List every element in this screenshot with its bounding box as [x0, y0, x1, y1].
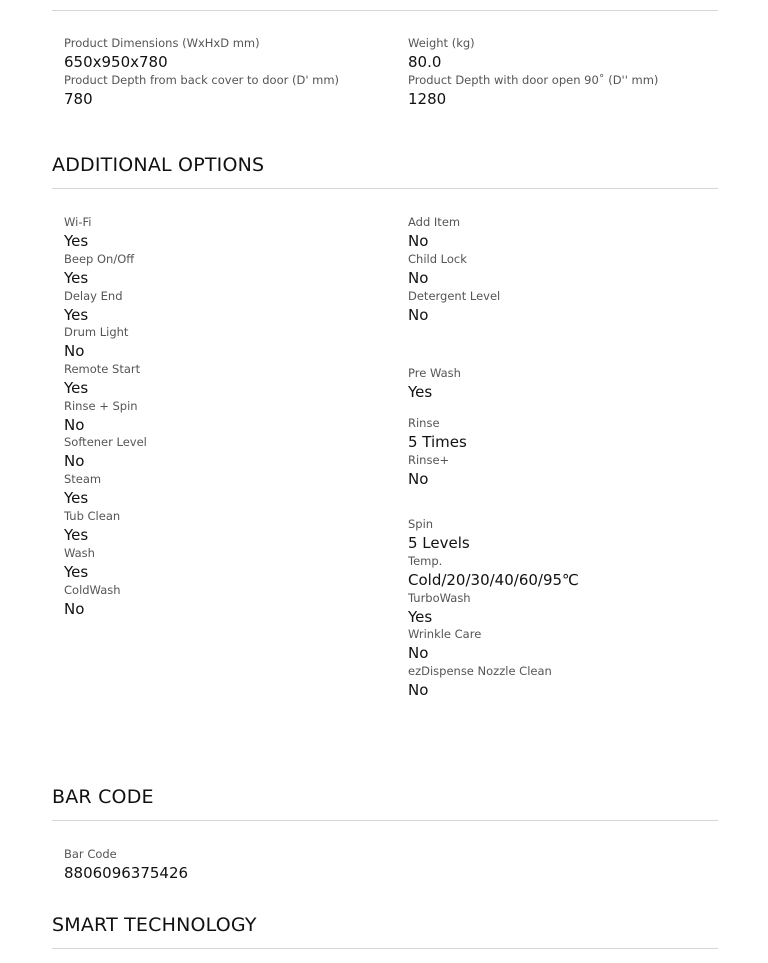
spec-value: 1280 [408, 90, 447, 108]
spec-value: 5 Times [408, 433, 467, 451]
spec-value: Yes [408, 383, 433, 401]
spec-value: No [408, 681, 429, 699]
spec-value: Yes [64, 526, 89, 544]
spec-label: Detergent Level [408, 289, 501, 303]
spec-value: Yes [64, 379, 89, 397]
section-title-bar-code: BAR CODE [52, 786, 154, 808]
spec-value: Yes [64, 269, 89, 287]
spec-value: No [64, 452, 85, 470]
spec-value: No [408, 470, 429, 488]
spec-value: No [408, 644, 429, 662]
section-title-additional-options: ADDITIONAL OPTIONS [52, 154, 265, 176]
spec-label: Softener Level [64, 435, 147, 449]
spec-value: Yes [64, 306, 89, 324]
spec-label: Rinse [408, 416, 440, 430]
spec-value: No [64, 600, 85, 618]
spec-value: 780 [64, 90, 93, 108]
spec-value: Yes [408, 608, 433, 626]
spec-value: No [408, 306, 429, 324]
spec-value: Yes [64, 489, 89, 507]
spec-label: Add Item [408, 215, 461, 229]
spec-label: Wash [64, 546, 95, 560]
spec-label: Child Lock [408, 252, 467, 266]
divider [52, 820, 718, 821]
spec-value: Yes [64, 232, 89, 250]
spec-label: Product Depth from back cover to door (D' mm) [64, 73, 340, 87]
spec-value: 650x950x780 [64, 53, 168, 71]
bar-code-value: 8806096375426 [64, 864, 189, 882]
divider [52, 10, 718, 11]
spec-value: 5 Levels [408, 534, 470, 552]
spec-label: Rinse+ [408, 453, 450, 467]
spec-label: ColdWash [64, 583, 121, 597]
spec-label: Wrinkle Care [408, 627, 482, 641]
spec-value: No [64, 416, 85, 434]
spec-label: ezDispense Nozzle Clean [408, 664, 552, 678]
spec-label: Delay End [64, 289, 123, 303]
spec-label: Beep On/Off [64, 252, 135, 266]
spec-label: Remote Start [64, 362, 141, 376]
spec-label: Bar Code [64, 847, 117, 861]
spec-label: Rinse + Spin [64, 399, 138, 413]
spec-value: No [408, 232, 429, 250]
spec-label: Product Depth with door open 90˚ (D'' mm) [408, 73, 659, 87]
spec-label: Temp. [408, 554, 443, 568]
spec-label: Weight (kg) [408, 36, 475, 50]
spec-value: Yes [64, 563, 89, 581]
spec-label: Wi-Fi [64, 215, 92, 229]
spec-label: Spin [408, 517, 434, 531]
spec-label: Tub Clean [64, 509, 121, 523]
spec-label: TurboWash [408, 591, 471, 605]
spec-label: Drum Light [64, 325, 129, 339]
spec-value: 80.0 [408, 53, 442, 71]
spec-label: Product Dimensions (WxHxD mm) [64, 36, 260, 50]
spec-value: No [64, 342, 85, 360]
spec-label: Steam [64, 472, 102, 486]
spec-label: Pre Wash [408, 366, 461, 380]
divider [52, 188, 718, 189]
section-title-smart-technology: SMART TECHNOLOGY [52, 914, 257, 936]
spec-value: No [408, 269, 429, 287]
spec-value: Cold/20/30/40/60/95℃ [408, 571, 579, 589]
divider [52, 948, 718, 949]
